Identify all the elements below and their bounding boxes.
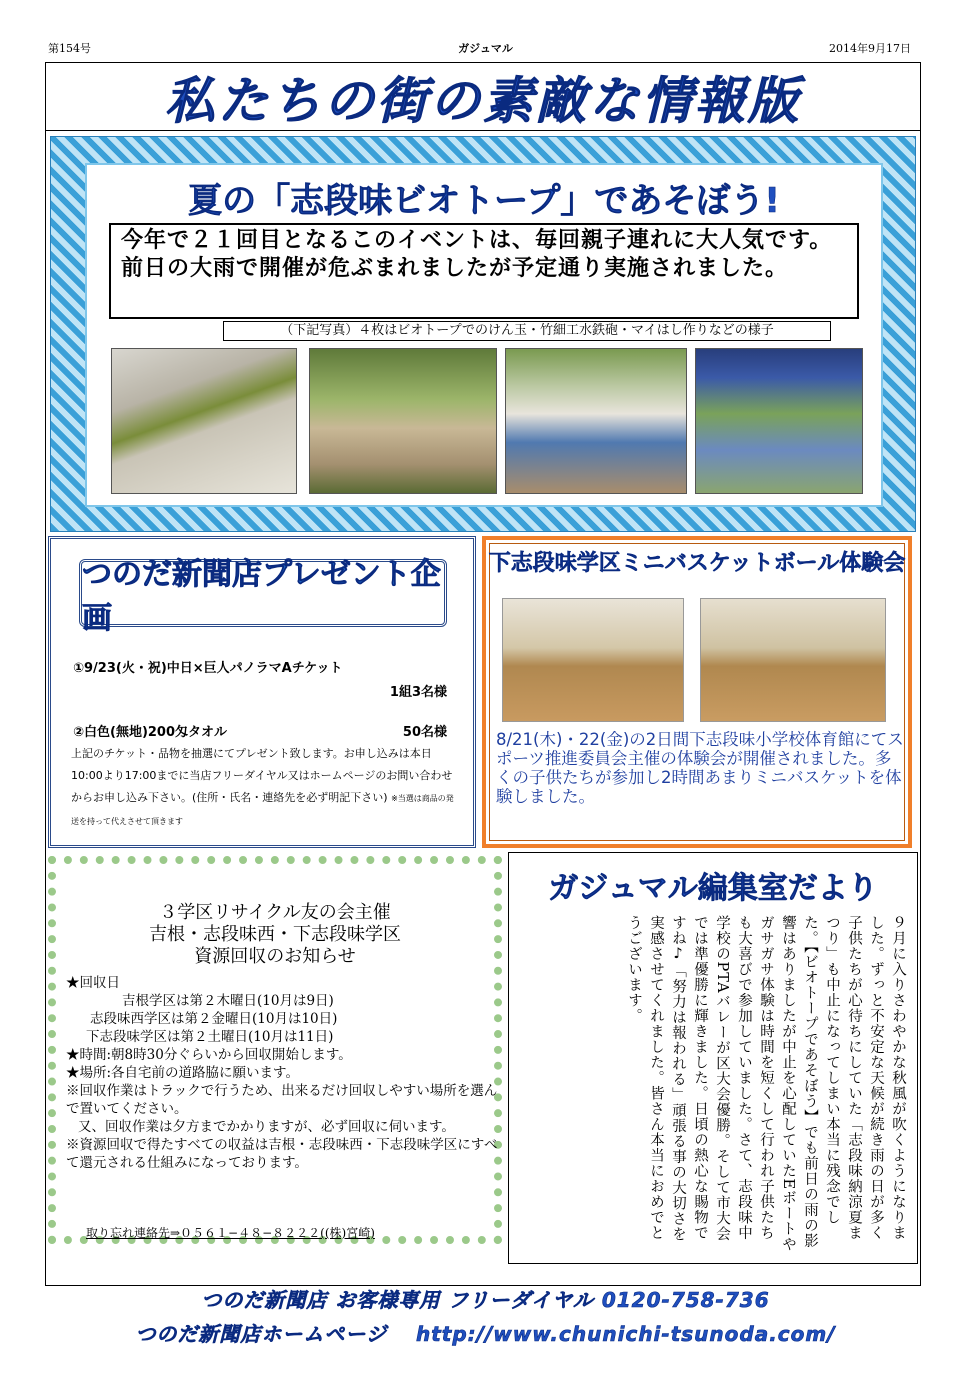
recycle-notice-section [48, 856, 502, 1244]
footer-homepage-link[interactable]: つのだ新聞店ホームページ http://www.chunichi-tsunoda.com/ [135, 1322, 836, 1346]
event-photo-caption: （下記写真）４枚はビオトープでのけん玉・竹細工水鉄砲・マイはし作りなどの様子 [223, 321, 831, 341]
recycle-title-line-2: 吉根・志段味西・下志段味学区 [149, 924, 401, 945]
event-photo-tent [695, 348, 863, 494]
basketball-title: 下志段味学区ミニバスケットボール体験会 [488, 551, 906, 576]
footer-freedial: つのだ新聞店 お客様専用 フリーダイヤル 0120-758-736 [201, 1288, 770, 1312]
recycle-line: ★時間:朝8時30分ぐらいから回収開始します。 [66, 1047, 352, 1063]
present-instructions [71, 743, 461, 833]
recycle-title-line-3: 資源回収のお知らせ [194, 946, 356, 967]
biotope-event-section [50, 136, 916, 532]
recycle-line: 又、回収作業は夕方までかかりますが、必ず回収に伺います。 [78, 1119, 455, 1135]
present-campaign-section [48, 536, 476, 848]
recycle-line: ※資源回収で得たすべての収益は吉根・志段味西・下志段味学区にすべて還元される仕組みになっております。 [66, 1137, 498, 1171]
recycle-line: ★場所:各自宅前の道路脇に願います。 [66, 1065, 299, 1081]
present-item-1: ①9/23(火・祝)中日×巨人パノラマAチケット [73, 661, 343, 676]
event-photo-craft-table [309, 348, 497, 494]
issue-date: 2014年9月17日 [829, 42, 911, 55]
present-banner: つのだ新聞店プレゼント企画 [82, 557, 441, 636]
recycle-line: ※回収作業はトラックで行うため、出来るだけ回収しやすい場所を選んで置いてください。 [66, 1083, 498, 1117]
editorial-section [508, 852, 918, 1264]
basketball-section [482, 536, 912, 848]
basketball-photo-1 [502, 598, 684, 722]
present-body-text: 上記のチケット・品物を抽選にてプレゼント致します。お申し込みは本日10:00より17:00までに当店フリーダイヤル又はホームページのお問い合わせからお申し込み下さい。(住所・氏名・連絡先を必ず明記下さい) [71, 747, 453, 804]
recycle-title [56, 902, 494, 968]
newsletter-name: ガジュマル [458, 42, 513, 55]
event-photo-bamboo-craft [111, 348, 297, 494]
basketball-text: 8/21(木)・22(金)の2日間下志段味小学校体育館にてスポーツ推進委員会主催の体験会が開催されました。多くの子供たちが参加し2時間あまりミニバスケットを体験しました。 [496, 730, 904, 806]
event-description: 今年で２１回目となるこのイベントは、毎回親子連れに大人気です。前日の大雨で開催が危ぶまれましたが予定通り実施されました。 [109, 223, 859, 319]
recycle-title-line-1: ３学区リサイクル友の会主催 [159, 902, 391, 923]
masthead [46, 63, 920, 131]
event-photo-children [505, 348, 687, 494]
issue-number: 第154号 [48, 42, 91, 55]
event-title: 夏の「志段味ビオトープ」であそぼう! [188, 181, 780, 221]
editorial-body: ９月に入りさわやかな秋風が吹くようになりました。ずっと不安定な天候が続き雨の日が多く子供たちが心待ちにしていた「志段味納涼夏まつり」も中止になってしまい本当に残念でした。【ビオトープであそぼう】でも前日の雨の影響はありましたが中止を心配していたEボートやガサガサ体験は時間を短くして行われ子供たちも大喜びで参加していました。さて、志段味中学校のPTAバレーが区大会優勝。そして市大会では準優勝に輝きました。日頃の熱心な賜物ですね♪「努力は報われる」頑張る事の大切さを実感させてくれました。皆さん本当におめでとうございます。 [626, 915, 906, 1253]
recycle-details [66, 974, 502, 1172]
present-note: ※当選は商品の発送を持って代えさせて頂きます [71, 794, 454, 826]
present-item-2-quantity: 50名様 [402, 725, 447, 740]
event-panel [85, 163, 883, 507]
masthead-title: 私たちの街の素敵な情報版 [165, 71, 801, 130]
present-banner-box [79, 557, 447, 636]
recycle-line: 志段味西学区は第２金曜日(10月は10日) [90, 1011, 338, 1027]
recycle-contact: 取り忘れ連絡先⇒０５６１−４８−８２２２((株)宮崎) [86, 1226, 375, 1240]
present-item-1-quantity: 1組3名様 [389, 685, 447, 700]
editorial-title: ガジュマル編集室だより [548, 871, 878, 906]
recycle-line: ★回収日 [66, 975, 120, 991]
present-item-2: ②白色(無地)200匁タオル [73, 725, 228, 740]
basketball-photo-2 [700, 598, 886, 722]
recycle-line: 吉根学区は第２木曜日(10月は9日) [122, 993, 334, 1009]
recycle-line: 下志段味学区は第２土曜日(10月は11日) [86, 1029, 334, 1045]
